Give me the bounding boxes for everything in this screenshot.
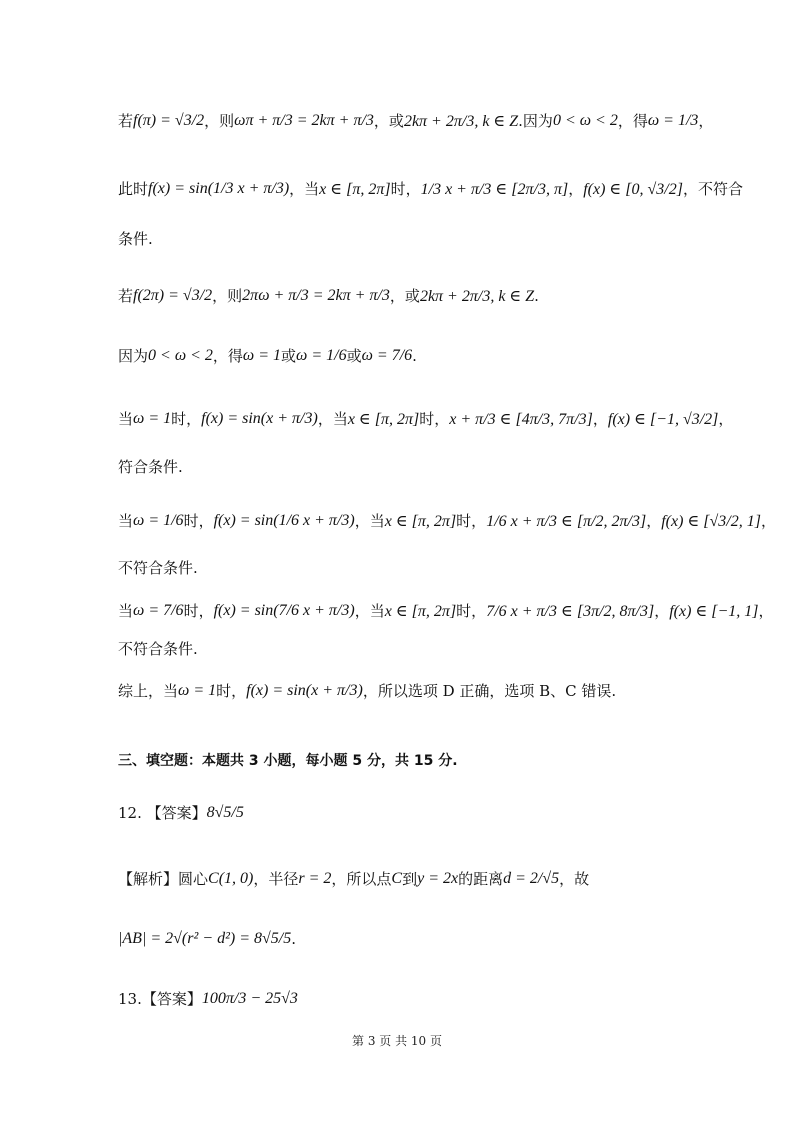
math-expression: f(x) = sin(1/6 x + π/3) [213, 511, 355, 529]
text-run: ， [654, 602, 670, 620]
text-run: 到 [402, 870, 418, 888]
math-expression: 7/6 x + π/3 ∈ [3π/2, 8π/3] [486, 602, 655, 620]
text-run: 此时 [118, 180, 149, 198]
math-expression: f(2π) = √3/2 [133, 286, 213, 304]
text-run: ，所以点 [331, 870, 392, 888]
math-expression: y = 2x [417, 869, 459, 887]
math-expression: x ∈ [π, 2π] [319, 180, 391, 198]
math-expression: ω = 7/6 [133, 601, 184, 619]
math-expression: r = 2 [298, 869, 332, 887]
math-expression: 2kπ + 2π/3, k ∈ Z [403, 112, 519, 130]
math-expression: f(x) = sin(x + π/3) [246, 681, 363, 699]
math-expression: ωπ + π/3 = 2kπ + π/3 [234, 111, 374, 129]
text-run: 或 [281, 347, 297, 365]
text-line [118, 638, 694, 659]
text-run: ，半径 [253, 870, 299, 888]
text-run: . [412, 346, 417, 365]
text-run: 因为 [118, 347, 149, 365]
text-run: 的距离 [458, 870, 504, 888]
text-run: ， [718, 410, 734, 428]
math-expression: 1/3 x + π/3 ∈ [2π/3, π] [420, 180, 569, 198]
text-line [118, 110, 714, 131]
text-run: 符合条件. [118, 458, 183, 476]
text-run: ，或 [373, 112, 404, 130]
text-run: 时， [216, 682, 247, 700]
text-line [118, 285, 694, 306]
text-run: ，所以选项 D 正确，选项 B、C 错误. [362, 682, 617, 700]
text-run: ，得 [212, 347, 243, 365]
math-expression: ω = 7/6 [361, 346, 413, 364]
math-expression: 2kπ + 2π/3, k ∈ Z [419, 287, 535, 305]
math-expression: f(π) = √3/2 [133, 111, 205, 129]
math-expression: ω = 1 [178, 681, 217, 699]
text-run: 12. 【答案】 [118, 804, 207, 822]
math-expression: 8√5/5 [206, 803, 244, 821]
text-run: . [291, 930, 296, 948]
text-run: 时， [183, 602, 214, 620]
text-run: 不符合条件. [118, 640, 198, 658]
text-line [118, 408, 734, 429]
text-line [118, 988, 694, 1009]
text-line [118, 345, 694, 366]
text-run: 时， [171, 410, 202, 428]
text-run: ， [646, 512, 662, 530]
text-run: 条件. [118, 230, 153, 248]
math-expression: ω = 1/6 [296, 346, 347, 364]
text-line [118, 930, 694, 948]
text-run: ， [760, 512, 776, 530]
text-run: ， [592, 410, 608, 428]
text-run: ，或 [389, 287, 420, 305]
text-run: ， [568, 180, 584, 198]
text-run: . [534, 286, 539, 305]
math-expression: C [391, 869, 403, 887]
math-expression: f(x) ∈ [√3/2, 1] [661, 512, 761, 530]
math-expression: 2πω + π/3 = 2kπ + π/3 [242, 286, 390, 304]
text-run: ，得 [617, 112, 648, 130]
text-run: 时， [456, 512, 487, 530]
text-run: 当 [118, 512, 134, 530]
text-line [118, 802, 694, 823]
text-run: ， [758, 602, 774, 620]
text-run: 若 [118, 112, 134, 130]
math-expression: x ∈ [π, 2π] [347, 410, 420, 428]
text-line [118, 178, 743, 199]
text-line [118, 557, 694, 578]
math-expression: ω = 1 [242, 346, 282, 364]
text-run: 时， [183, 512, 214, 530]
math-expression: C(1, 0) [208, 869, 254, 887]
text-run: 或 [346, 347, 362, 365]
text-run: 【解析】圆心 [118, 870, 209, 888]
math-expression: 0 < ω < 2 [148, 346, 213, 364]
text-run: 时， [390, 180, 421, 198]
text-line [118, 456, 694, 477]
text-line [118, 680, 694, 701]
math-expression: f(x) ∈ [0, √3/2] [583, 180, 683, 198]
text-run: 若 [118, 287, 134, 305]
text-run: ，当 [289, 180, 320, 198]
text-run: ，当 [354, 512, 385, 530]
text-run: 不符合条件. [118, 559, 198, 577]
page-footer: 第 3 页 共 10 页 [352, 1034, 442, 1048]
text-run: .因为 [518, 112, 553, 130]
math-expression: x ∈ [π, 2π] [384, 602, 457, 620]
math-expression: f(x) = sin(x + π/3) [201, 409, 318, 427]
math-expression: 0 < ω < 2 [552, 111, 618, 129]
text-run: 综上，当 [118, 682, 179, 700]
text-run: ，当 [317, 410, 348, 428]
text-line [118, 228, 694, 249]
math-expression: d = 2/√5 [503, 869, 560, 887]
text-line [118, 600, 774, 621]
text-run: 13.【答案】 [118, 990, 202, 1008]
math-expression: x ∈ [π, 2π] [384, 512, 457, 530]
text-run: 时， [419, 410, 450, 428]
math-expression: ω = 1 [133, 409, 172, 427]
math-expression: f(x) ∈ [−1, 1] [669, 602, 759, 620]
text-line [118, 868, 694, 889]
math-expression: f(x) ∈ [−1, √3/2] [607, 410, 719, 428]
text-run: 时， [456, 602, 487, 620]
text-line [118, 510, 776, 531]
math-expression: f(x) = sin(1/3 x + π/3) [148, 179, 290, 197]
math-expression: 1/6 x + π/3 ∈ [π/2, 2π/3] [486, 512, 647, 530]
text-run: ，当 [354, 602, 385, 620]
text-run: ，不符合 [682, 180, 743, 198]
math-expression: |AB| = 2√(r² − d²) = 8√5/5 [118, 930, 292, 947]
text-run: ，故 [559, 870, 590, 888]
math-expression: ω = 1/3 [647, 111, 699, 129]
section-heading [118, 750, 694, 770]
math-expression: f(x) = sin(7/6 x + π/3) [213, 601, 355, 619]
text-run: 当 [118, 410, 134, 428]
math-expression: ω = 1/6 [133, 511, 184, 529]
text-run: ， [698, 112, 714, 130]
text-run: 当 [118, 602, 134, 620]
text-run: 三、填空题：本题共 3 小题，每小题 5 分，共 15 分. [118, 753, 458, 769]
text-run: ，则 [204, 112, 235, 130]
math-expression: x + π/3 ∈ [4π/3, 7π/3] [449, 410, 593, 428]
text-run: ，则 [212, 287, 243, 305]
math-expression: 100π/3 − 25√3 [201, 989, 298, 1007]
